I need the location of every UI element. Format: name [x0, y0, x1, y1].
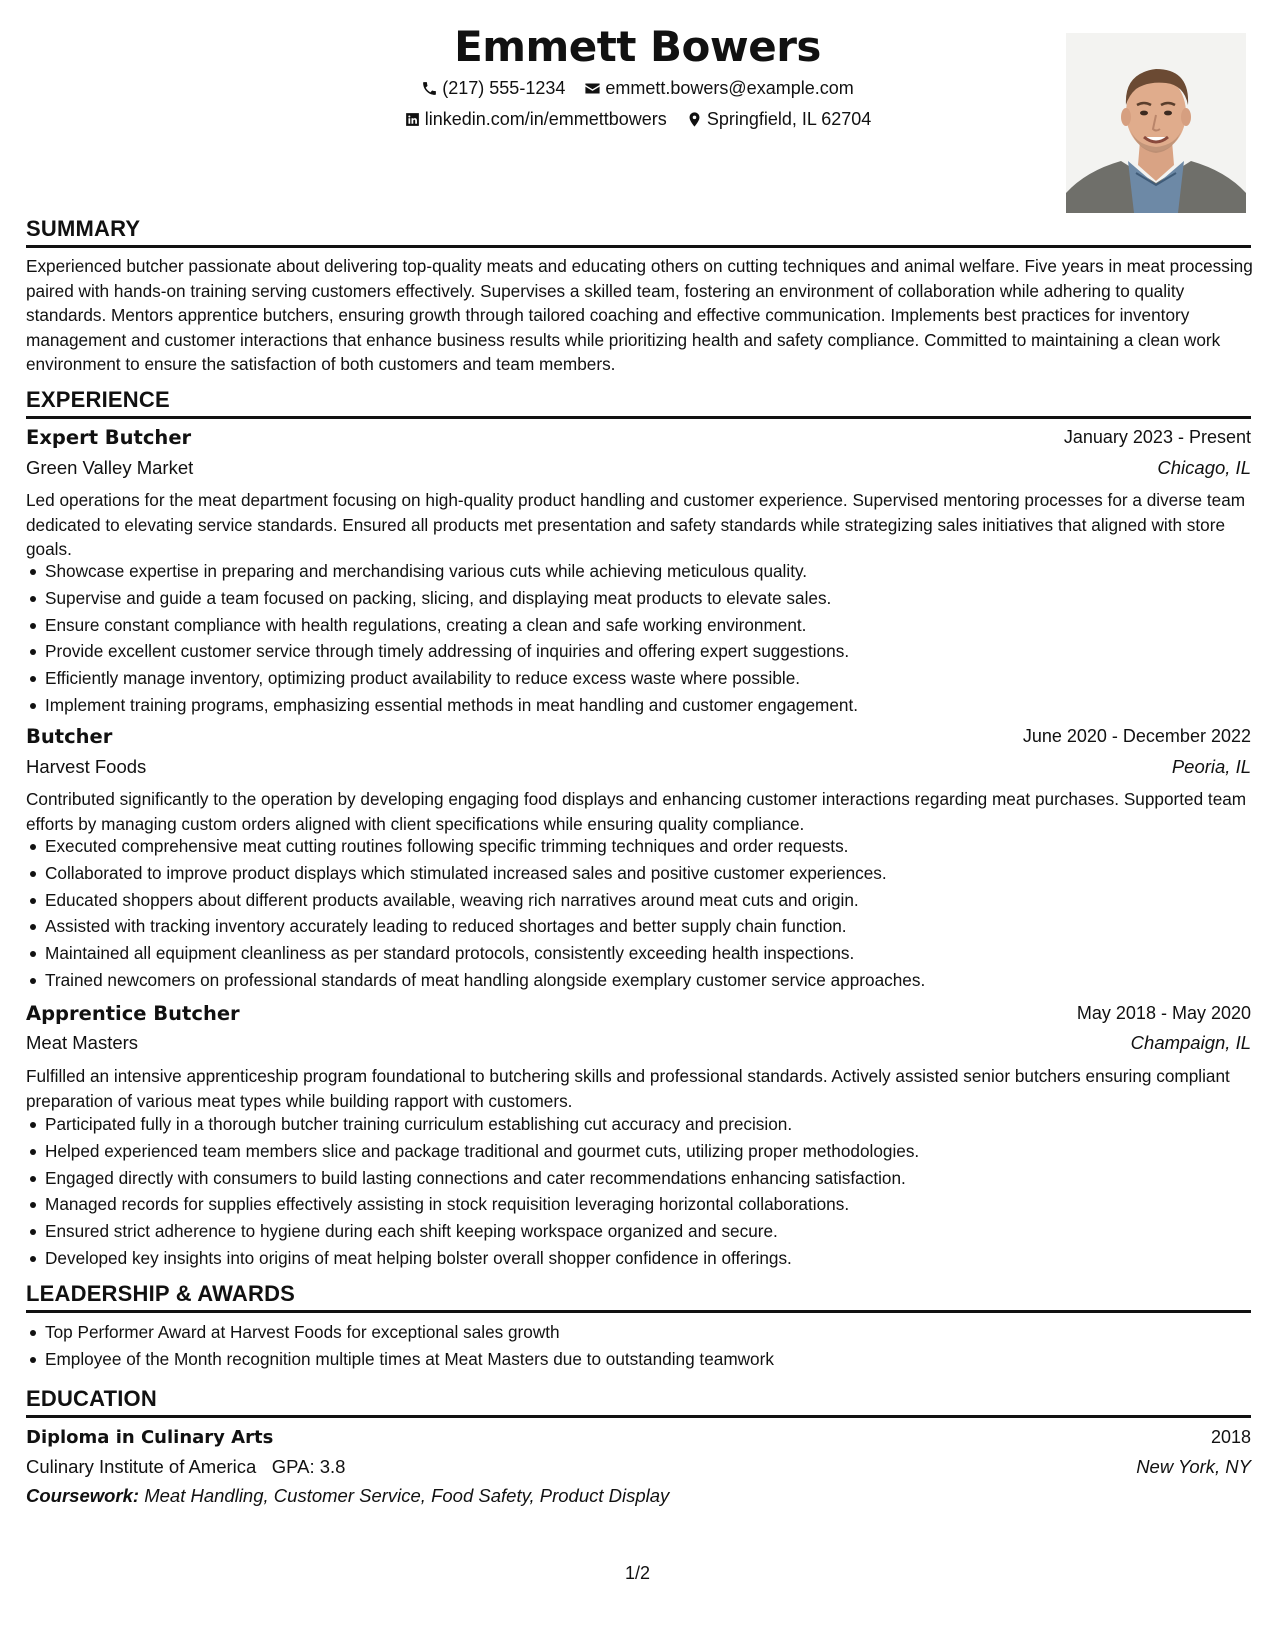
education-heading: EDUCATION	[26, 1386, 157, 1411]
profile-photo	[1066, 33, 1246, 213]
job-bullets	[26, 1111, 1256, 1272]
list-item: Engaged directly with consumers to build lasting connections and cater recommendations enhancing satisfaction.	[26, 1165, 1256, 1192]
experience-divider	[26, 416, 1251, 419]
list-item: Supervise and guide a team focused on packing, slicing, and displaying meat products to elevate sales.	[26, 585, 1256, 612]
job-description: Led operations for the meat department focusing on high-quality product handling and customer experience. Supervised mentoring processes for a diverse team dedicated to elevating service standards. Ensured all products met presentation and safety standards while strategizing sales initiatives that aligned with store goals.	[26, 490, 1246, 560]
education-year: 2018	[1210, 1427, 1251, 1447]
job-dates: May 2018 - May 2020	[1076, 1003, 1251, 1023]
education-divider	[26, 1415, 1251, 1418]
awards-list	[26, 1319, 1256, 1373]
job-dates: January 2023 - Present	[1063, 427, 1251, 447]
phone-contact[interactable]	[421, 78, 565, 99]
job-company: Harvest Foods	[26, 756, 147, 777]
job-bullets	[26, 558, 1256, 719]
list-item: Showcase expertise in preparing and merchandising various cuts while achieving meticulous quality.	[26, 558, 1256, 585]
job-location: Peoria, IL	[1171, 756, 1251, 777]
education-gpa: GPA: 3.8	[271, 1456, 346, 1477]
phone-text: (217) 555-1234	[442, 78, 566, 98]
list-item: Trained newcomers on professional standards of meat handling alongside exemplary customer service approaches.	[26, 967, 1256, 994]
list-item: Participated fully in a thorough butcher training curriculum establishing cut accuracy and precision.	[26, 1111, 1256, 1138]
job-location: Champaign, IL	[1130, 1032, 1251, 1053]
job-title: Butcher	[26, 725, 113, 748]
list-item: Top Performer Award at Harvest Foods for exceptional sales growth	[26, 1319, 1256, 1346]
education-coursework	[26, 1485, 669, 1507]
awards-divider	[26, 1310, 1251, 1313]
summary-text: Experienced butcher passionate about delivering top-quality meats and educating others on cutting techniques and animal welfare. Five years in meat processing paired with hands-on training serving customers effectively. Supervises a skilled team, fostering an environment of collaboration while adhering to quality standards. Mentors apprentice butchers, ensuring growth through tailored coaching and effective communication. Implements best practices for inventory management and customer interactions that enhance business results while prioritizing health and safety compliance. Committed to maintaining a clean work environment to ensure the satisfaction of both customers and team members.	[26, 256, 1253, 375]
list-item: Employee of the Month recognition multiple times at Meat Masters due to outstanding teamwork	[26, 1346, 1256, 1373]
list-item: Helped experienced team members slice and package traditional and gourmet cuts, utilizing proper methodologies.	[26, 1138, 1256, 1165]
summary-heading: SUMMARY	[26, 216, 141, 241]
experience-heading: EXPERIENCE	[26, 387, 170, 412]
job-location: Chicago, IL	[1157, 457, 1251, 478]
list-item: Executed comprehensive meat cutting routines following specific trimming techniques and order requests.	[26, 833, 1256, 860]
job-company: Green Valley Market	[26, 457, 194, 478]
job-description: Contributed significantly to the operation by developing engaging food displays and enhancing customer interactions regarding meat purchases. Supported team efforts by managing custom orders aligned with client specifications while ensuring quality compliance.	[26, 789, 1247, 834]
education-location: New York, NY	[1136, 1456, 1251, 1477]
location-text: Springfield, IL 62704	[706, 109, 872, 129]
awards-heading: LEADERSHIP & AWARDS	[26, 1281, 296, 1306]
list-item: Efficiently manage inventory, optimizing product availability to reduce excess waste where possible.	[26, 665, 1256, 692]
list-item: Provide excellent customer service through timely addressing of inquiries and offering expert suggestions.	[26, 638, 1256, 665]
list-item: Collaborated to improve product displays which stimulated increased sales and positive customer experiences.	[26, 860, 1256, 887]
linkedin-text: linkedin.com/in/emmettbowers	[424, 109, 667, 129]
job-description: Fulfilled an intensive apprenticeship program foundational to butchering skills and professional standards. Actively assisted senior butchers ensuring compliant preparation of various meat types while building rapport with customers.	[26, 1066, 1230, 1111]
page-number: 1/2	[624, 1563, 651, 1583]
list-item: Developed key insights into origins of meat helping bolster overall shopper confidence in offerings.	[26, 1245, 1256, 1272]
education-school-line	[26, 1456, 345, 1478]
list-item: Implement training programs, emphasizing essential methods in meat handling and customer engagement.	[26, 692, 1256, 719]
job-title: Expert Butcher	[26, 426, 192, 449]
list-item: Managed records for supplies effectively assisting in stock requisition leveraging horizontal collaborations.	[26, 1191, 1256, 1218]
education-degree: Diploma in Culinary Arts	[26, 1427, 274, 1448]
location-contact	[686, 109, 871, 130]
coursework-text: Meat Handling, Customer Service, Food Safety, Product Display	[144, 1485, 670, 1506]
education-school: Culinary Institute of America	[26, 1456, 257, 1477]
map-pin-icon	[686, 111, 703, 128]
summary-divider	[26, 245, 1251, 248]
list-item: Maintained all equipment cleanliness as per standard protocols, consistently exceeding health inspections.	[26, 940, 1256, 967]
list-item: Assisted with tracking inventory accurately leading to reduced shortages and better supply chain function.	[26, 913, 1256, 940]
coursework-label: Coursework:	[26, 1485, 140, 1506]
job-bullets	[26, 833, 1256, 994]
job-dates: June 2020 - December 2022	[1022, 726, 1251, 746]
envelope-icon	[584, 80, 601, 97]
linkedin-icon	[404, 111, 421, 128]
email-contact[interactable]	[584, 78, 853, 99]
email-text: emmett.bowers@example.com	[605, 78, 854, 98]
job-title: Apprentice Butcher	[26, 1002, 240, 1025]
phone-icon	[421, 80, 438, 97]
candidate-name: Emmett Bowers	[454, 22, 821, 71]
list-item: Educated shoppers about different products available, weaving rich narratives around meat cuts and origin.	[26, 887, 1256, 914]
portrait-image	[1066, 33, 1246, 213]
linkedin-contact[interactable]	[404, 109, 667, 130]
list-item: Ensured strict adherence to hygiene during each shift keeping workspace organized and secure.	[26, 1218, 1256, 1245]
job-company: Meat Masters	[26, 1032, 139, 1053]
list-item: Ensure constant compliance with health regulations, creating a clean and safe working environment.	[26, 612, 1256, 639]
